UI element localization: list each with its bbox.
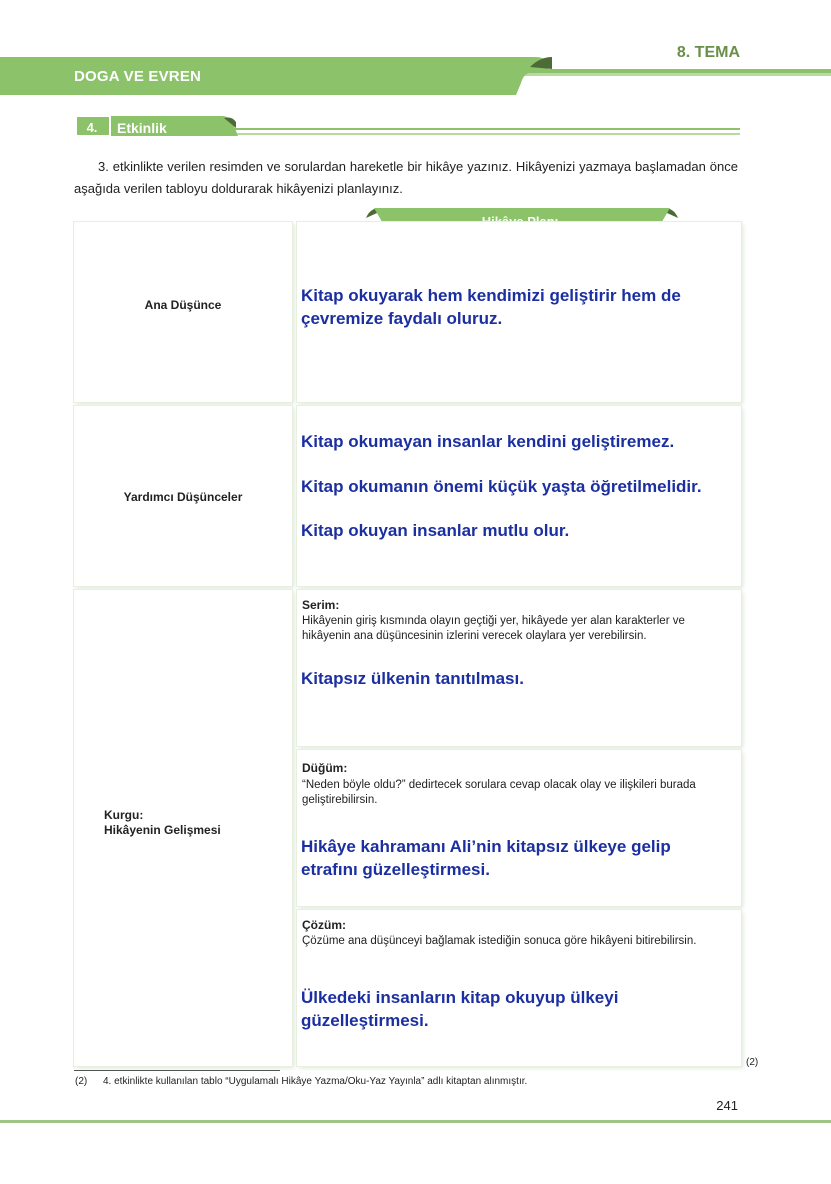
- bottom-rule: [0, 1120, 831, 1123]
- dugum-description: “Neden böyle oldu?” dedirtecek sorulara cevap olacak olay ve ilişkileri burada geliştirebilirsin.: [302, 779, 696, 806]
- activity-label: Etkinlik: [117, 120, 167, 136]
- cozum-title: Çözüm:: [302, 918, 346, 932]
- ana-label: Ana Düşünce: [144, 298, 222, 312]
- serim-answer: Kitapsız ülkenin tanıtılması.: [301, 669, 524, 688]
- yardimci-answer-3: Kitap okuyan insanlar mutlu olur.: [301, 521, 570, 540]
- dugum-answer: Hikâye kahramanı Ali’nin kitapsız ülkeye gelip etrafını güzelleştirmesi.: [301, 837, 671, 879]
- serim-title: Serim:: [302, 598, 340, 612]
- serim-description: Hikâyenin giriş kısmında olayın geçtiği yer, hikâyede yer alan karakterler ve hikâyenin ana düşüncesinin izlerini verecek olaylara yer verebilirsin.: [302, 615, 685, 642]
- kurgu-label-line2: Hikâyenin Gelişmesi: [104, 823, 221, 837]
- cozum-description: Çözüme ana düşünceyi bağlamak istediğin sonuca göre hikâyeni bitirebilirsin.: [302, 935, 697, 947]
- activity-instructions: 3. etkinlikte verilen resimden ve sorulardan hareketle bir hikâye yazınız. Hikâyenizi yazmaya başlamadan önce aşağıda verilen tabloyu doldurarak hikâyenizi planlayınız.: [74, 159, 738, 196]
- footnote-number: (2): [75, 1076, 88, 1087]
- page-number: 241: [716, 1098, 738, 1113]
- footnote-text: 4. etkinlikte kullanılan tablo “Uygulamalı Hikâye Yazma/Oku-Yaz Yayınla” adlı kitaptan alınmıştır.: [103, 1076, 528, 1087]
- dugum-cell[interactable]: [297, 750, 741, 906]
- footnote-reference: (2): [746, 1057, 759, 1068]
- ana-answer: Kitap okuyarak hem kendimizi geliştirir hem de çevremize faydalı oluruz.: [301, 286, 681, 328]
- unit-title: DOGA VE EVREN: [74, 68, 202, 85]
- activity-tab: [74, 114, 740, 138]
- yardimci-answer-2: Kitap okumanın önemi küçük yaşta öğretilmelidir.: [301, 477, 702, 496]
- yardimci-answer-1: Kitap okumayan insanlar kendini geliştiremez.: [301, 432, 675, 451]
- dugum-title: Düğüm:: [302, 761, 348, 775]
- theme-label: 8. TEMA: [676, 44, 740, 61]
- ana-label-cell: [74, 222, 292, 402]
- kurgu-label-line1: Kurgu:: [104, 808, 144, 822]
- footnote-divider: [74, 1070, 280, 1071]
- activity-number: 4.: [86, 120, 98, 135]
- yardimci-label: Yardımcı Düşünceler: [123, 490, 243, 504]
- cozum-answer: Ülkedeki insanların kitap okuyup ülkeyi güzelleştirmesi.: [301, 988, 619, 1030]
